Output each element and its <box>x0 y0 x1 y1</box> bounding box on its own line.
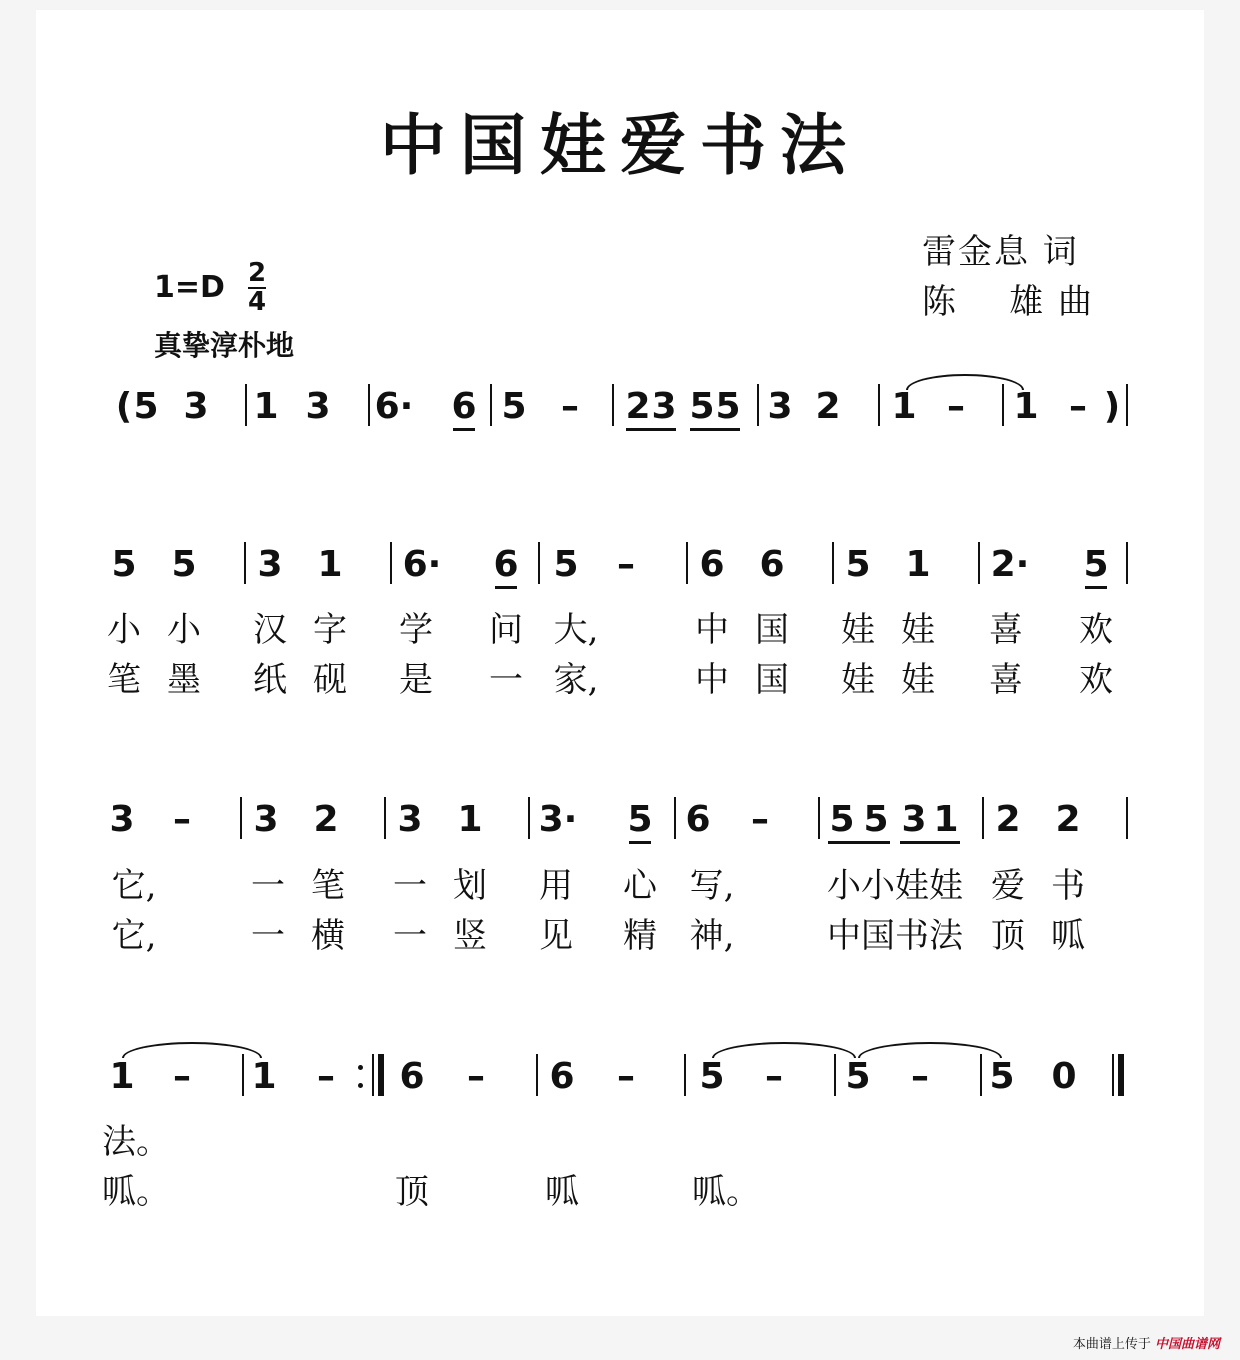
note: 5 <box>501 386 527 427</box>
lyric: 纸 <box>253 660 287 700</box>
note: 2 <box>995 799 1021 840</box>
note: 6 <box>759 544 785 585</box>
barline <box>244 542 246 584</box>
lyric: 砚 <box>313 660 347 700</box>
note: 3 <box>305 386 331 427</box>
barline <box>1002 384 1004 426</box>
lyric: 欢 <box>1079 660 1113 700</box>
note: 1 <box>1013 386 1039 427</box>
time-signature-bottom: 4 <box>247 287 267 317</box>
note: 5 <box>845 544 871 585</box>
barline <box>536 1054 538 1096</box>
note: 5 <box>989 1056 1015 1097</box>
lyric: 横 <box>311 916 345 956</box>
lyric: 笔 <box>107 660 141 700</box>
barline <box>674 797 676 839</box>
barline <box>834 1054 836 1096</box>
note: 2 <box>625 386 651 427</box>
underline <box>453 428 475 431</box>
footer <box>1073 1333 1220 1352</box>
lyric: 欢 <box>1079 610 1113 650</box>
note: 5 <box>553 544 579 585</box>
lyric: 字 <box>313 610 347 650</box>
underline <box>495 586 517 589</box>
note: 5 <box>111 544 137 585</box>
note: 3 <box>901 799 927 840</box>
lyric: 呱 <box>545 1172 579 1212</box>
dash: – <box>617 544 635 585</box>
lyric: 中国书法 <box>827 916 963 956</box>
note: 5 <box>171 544 197 585</box>
lyric: 娃 <box>901 660 935 700</box>
note: 5 <box>715 386 741 427</box>
note: 6 <box>451 386 477 427</box>
lyric: 呱 <box>1051 916 1085 956</box>
note: 3 <box>397 799 423 840</box>
barline <box>980 1054 982 1096</box>
lyric: 顶 <box>395 1172 429 1212</box>
note: 6 <box>549 1056 575 1097</box>
repeat-barline-thin <box>372 1054 374 1096</box>
underline <box>828 841 890 844</box>
note: 1 <box>891 386 917 427</box>
final-barline-thick <box>1118 1054 1124 1096</box>
lyric: 它, <box>111 866 157 906</box>
note: 6 <box>685 799 711 840</box>
underline <box>690 428 740 431</box>
note: 0 <box>1051 1056 1077 1097</box>
note: 5 <box>689 386 715 427</box>
barline <box>612 384 614 426</box>
lyric: 中 <box>695 660 729 700</box>
dash: – <box>467 1056 485 1097</box>
lyric: 竖 <box>453 916 487 956</box>
lyric: 一 <box>393 916 427 956</box>
note: 1 <box>905 544 931 585</box>
barline <box>686 542 688 584</box>
dash: – <box>173 799 191 840</box>
lyric: 汉 <box>253 610 287 650</box>
lyric: 小 <box>167 610 201 650</box>
lyric: 国 <box>755 610 789 650</box>
lyric: 喜 <box>989 660 1023 700</box>
song-title: 中国娃爱书法 <box>380 106 860 184</box>
note: 5 <box>845 1056 871 1097</box>
lyric: 写, <box>689 866 735 906</box>
dotted-note: 3· <box>538 799 578 840</box>
note: 1 <box>457 799 483 840</box>
lyric: 小小娃娃 <box>827 866 963 906</box>
barline <box>1126 542 1128 584</box>
barline <box>242 1054 244 1096</box>
note: 3 <box>183 386 209 427</box>
barline <box>490 384 492 426</box>
upload-text: 本曲谱上传于 <box>1072 1337 1151 1352</box>
repeat-barline-thick <box>378 1054 384 1096</box>
lyric: 书 <box>1051 866 1085 906</box>
barline <box>757 384 759 426</box>
dash: – <box>765 1056 783 1097</box>
barline <box>982 797 984 839</box>
barline <box>384 797 386 839</box>
barline <box>528 797 530 839</box>
lyric: 呱。 <box>102 1172 170 1212</box>
note: 5 <box>699 1056 725 1097</box>
barline <box>538 542 540 584</box>
composer-credit: 陈 雄 曲 <box>922 282 1095 322</box>
note: 5 <box>1083 544 1109 585</box>
note: 5 <box>627 799 653 840</box>
dash: – <box>617 1056 635 1097</box>
barline <box>818 797 820 839</box>
underline <box>900 841 960 844</box>
barline <box>684 1054 686 1096</box>
note: 5 <box>829 799 855 840</box>
lyric: 喜 <box>989 610 1023 650</box>
dotted-note: 2· <box>990 544 1030 585</box>
lyricist-credit: 雷金息 词 <box>922 232 1079 272</box>
note: 6 <box>399 1056 425 1097</box>
final-barline-thin <box>1112 1054 1114 1096</box>
dash: – <box>911 1056 929 1097</box>
lyric: 学 <box>399 610 433 650</box>
lyric: 见 <box>539 916 573 956</box>
lyric: 用 <box>539 866 573 906</box>
barline <box>1126 797 1128 839</box>
note: 2 <box>815 386 841 427</box>
note: 1 <box>933 799 959 840</box>
lyric: 一 <box>489 660 523 700</box>
lyric: 小 <box>107 610 141 650</box>
lyric: 大, <box>553 610 599 650</box>
dash: – <box>173 1056 191 1097</box>
dash: – <box>751 799 769 840</box>
score-page <box>36 10 1204 1316</box>
barline <box>978 542 980 584</box>
lyric: 它, <box>111 916 157 956</box>
note: 1 <box>317 544 343 585</box>
note: 2 <box>313 799 339 840</box>
note: 1 <box>253 386 279 427</box>
note: 3 <box>767 386 793 427</box>
lyric: 娃 <box>841 610 875 650</box>
lyric: 一 <box>393 866 427 906</box>
lyric: 问 <box>489 610 523 650</box>
note: 2 <box>1055 799 1081 840</box>
note: 1 <box>251 1056 277 1097</box>
note: 6 <box>699 544 725 585</box>
barline <box>390 542 392 584</box>
paren-close: ) <box>1103 386 1121 427</box>
lyric: 墨 <box>167 660 201 700</box>
note: 3 <box>253 799 279 840</box>
barline <box>245 384 247 426</box>
lyric: 娃 <box>841 660 875 700</box>
lyric: 神, <box>689 916 735 956</box>
site-name[interactable]: 中国曲谱网 <box>1154 1337 1220 1352</box>
barline <box>832 542 834 584</box>
lyric: 一 <box>251 866 285 906</box>
lyric: 是 <box>399 660 433 700</box>
note: 6 <box>493 544 519 585</box>
time-signature-top: 2 <box>247 258 267 288</box>
barline <box>878 384 880 426</box>
lyric: 爱 <box>991 866 1025 906</box>
lyric: 娃 <box>901 610 935 650</box>
dash: – <box>317 1056 335 1097</box>
underline <box>1085 586 1107 589</box>
note: 3 <box>651 386 677 427</box>
lyric: 笔 <box>311 866 345 906</box>
underline <box>626 428 676 431</box>
note: 3 <box>109 799 135 840</box>
lyric: 法。 <box>102 1122 170 1162</box>
dotted-note: 6· <box>374 386 414 427</box>
note: 5 <box>863 799 889 840</box>
dash: – <box>1069 386 1087 427</box>
barline <box>368 384 370 426</box>
barline <box>240 797 242 839</box>
time-signature <box>246 260 268 316</box>
note: 3 <box>257 544 283 585</box>
lyric: 国 <box>755 660 789 700</box>
underline <box>629 841 651 844</box>
key-signature: 1=D <box>154 270 225 305</box>
lyric: 心 <box>623 866 657 906</box>
repeat-dot <box>358 1065 363 1070</box>
paren-open: ( <box>115 386 133 427</box>
lyric: 划 <box>453 866 487 906</box>
lyric: 呱。 <box>692 1172 760 1212</box>
repeat-dot <box>358 1083 363 1088</box>
lyric: 中 <box>695 610 729 650</box>
lyric: 顶 <box>991 916 1025 956</box>
note: 1 <box>109 1056 135 1097</box>
lyric: 精 <box>623 916 657 956</box>
lyric: 一 <box>251 916 285 956</box>
lyric: 家, <box>553 660 599 700</box>
dash: – <box>947 386 965 427</box>
note: 5 <box>133 386 159 427</box>
dotted-note: 6· <box>402 544 442 585</box>
dash: – <box>561 386 579 427</box>
barline <box>1126 384 1128 426</box>
tempo-marking: 真挚淳朴地 <box>154 329 295 362</box>
